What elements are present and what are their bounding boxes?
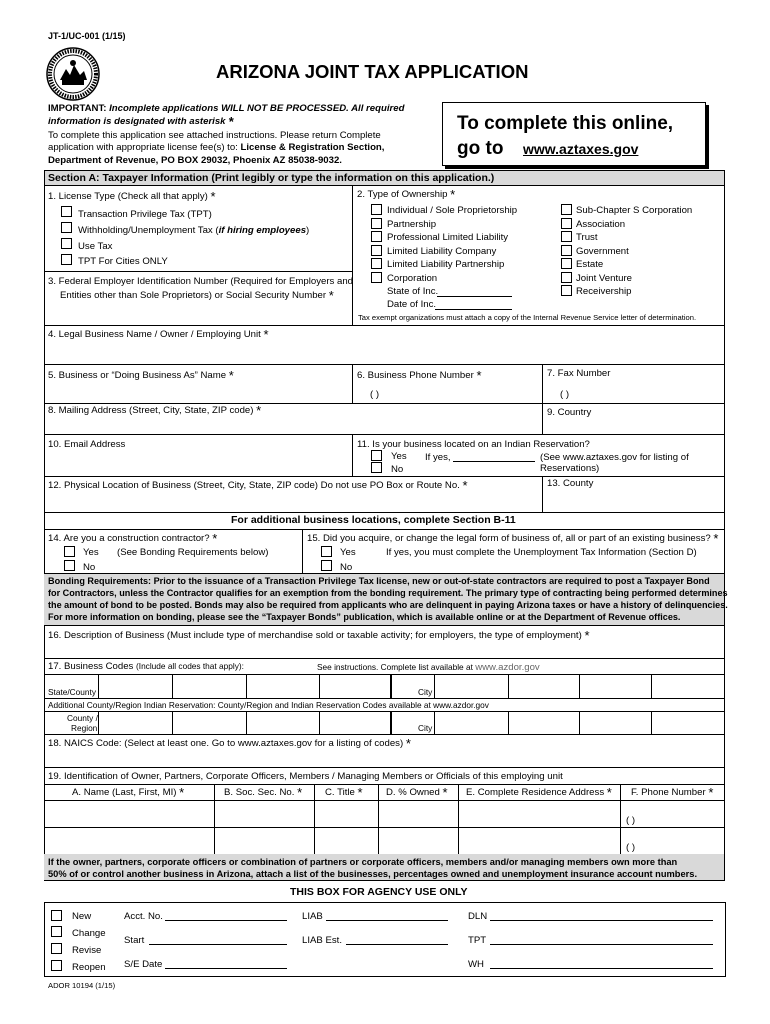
ownership-receivership-label: Receivership — [576, 286, 632, 297]
field-16-label: 16. Description of Business (Must include type of merchandise sold or taxable activity; for employers, the type of employment) * — [48, 628, 590, 643]
tpt-checkbox[interactable] — [61, 206, 72, 217]
ownership-trust-checkbox[interactable] — [561, 231, 572, 242]
acquire-yes-label: Yes — [340, 547, 356, 558]
start-input[interactable] — [149, 944, 287, 945]
agency-reopen-checkbox[interactable] — [51, 960, 62, 971]
ownership-estate-checkbox[interactable] — [561, 258, 572, 269]
ownership-llp-checkbox[interactable] — [371, 258, 382, 269]
acquire-no-label: No — [340, 562, 353, 573]
form-title: ARIZONA JOINT TAX APPLICATION — [216, 61, 529, 82]
owner-row-2-phone[interactable]: ( ) — [626, 842, 636, 853]
acct-input[interactable] — [165, 920, 287, 921]
agency-reopen-label: Reopen — [72, 962, 106, 973]
additional-county-label: Additional County/Region Indian Reservation: County/Region and Indian Reservation Codes available at www.azdor.gov — [48, 700, 489, 710]
withholding-label: Withholding/Unemployment Tax (if hiring employees) — [78, 225, 310, 236]
business-description-input[interactable] — [48, 642, 720, 656]
acct-label: Acct. No. — [124, 911, 163, 922]
state-of-inc-input[interactable] — [437, 296, 512, 297]
reservation-yes-label: Yes — [391, 451, 407, 462]
field-2-label: 2. Type of Ownership * — [357, 187, 456, 202]
liab-est-label: LIAB Est. — [302, 935, 342, 946]
field-17-see: See instructions. Complete list available at www.azdor.gov — [317, 662, 540, 673]
fax-paren[interactable]: ( ) — [560, 389, 570, 400]
bonding-line4: For more information on bonding, please see the “Taxpayer Bonds” publication, which is available online or at the Department of Revenue offices. — [48, 612, 681, 622]
ownership-corporation-checkbox[interactable] — [371, 272, 382, 283]
field-5-label: 5. Business or “Doing Business As” Name * — [48, 368, 234, 383]
ownership-association-checkbox[interactable] — [561, 218, 572, 229]
ownership-trust-label: Trust — [576, 232, 598, 243]
liab-input[interactable] — [326, 920, 448, 921]
field-13-label: 13. County — [547, 478, 594, 489]
footer-code: ADOR 10194 (1/15) — [48, 981, 116, 990]
field-3-label2: Entities other than Sole Proprietors) or Social Security Number * — [60, 288, 334, 303]
tpt-label: Transaction Privilege Tax (TPT) — [78, 209, 212, 220]
agency-revise-label: Revise — [72, 945, 102, 956]
ownership-subs-label: Sub-Chapter S Corporation — [576, 205, 693, 216]
reservation-see: (See www.aztaxes.gov for listing of — [540, 452, 689, 463]
field-15-label: 15. Did you acquire, or change the legal form of business of, all or part of an existing business? * — [307, 531, 719, 546]
field-19-label: 19. Identification of Owner, Partners, Corporate Officers, Members / Managing Members or Officials of this employing unit — [48, 771, 563, 782]
ownership-corporation-label: Corporation — [387, 273, 438, 284]
ownership-llp-label: Limited Liability Partnership — [387, 259, 505, 270]
agency-change-checkbox[interactable] — [51, 926, 62, 937]
col-ssn-label: B. Soc. Sec. No. * — [224, 785, 303, 800]
se-date-label: S/E Date — [124, 959, 163, 970]
field-6-label: 6. Business Phone Number * — [357, 368, 482, 383]
form-code: JT-1/UC-001 (1/15) — [48, 31, 126, 41]
col-phone-label: F. Phone Number * — [631, 785, 714, 800]
contractor-no-label: No — [83, 562, 96, 573]
online-title: To complete this online, — [457, 113, 674, 134]
field-3-label: 3. Federal Employer Identification Number (Required for Employers and — [48, 276, 354, 287]
use-tax-checkbox[interactable] — [61, 238, 72, 249]
field-14-label: 14. Are you a construction contractor? * — [48, 531, 218, 546]
ownership-llc-checkbox[interactable] — [371, 245, 382, 256]
bonding-line2: for Contractors, unless the Contractor qualifies for an exemption from the bonding requirement. The primary type of contracting being performed determines — [48, 588, 728, 598]
acquire-no-checkbox[interactable] — [321, 560, 332, 571]
agency-new-label: New — [72, 911, 92, 922]
ownership-partnership-label: Partnership — [387, 219, 437, 230]
contractor-no-checkbox[interactable] — [64, 560, 75, 571]
ownership-joint-venture-checkbox[interactable] — [561, 272, 572, 283]
tpt-agency-input[interactable] — [490, 944, 713, 945]
field-8-label: 8. Mailing Address (Street, City, State, ZIP code) * — [48, 403, 262, 418]
reservation-res: Reservations) — [540, 463, 600, 474]
owner-row-2[interactable] — [45, 828, 724, 854]
wh-label: WH — [468, 959, 484, 970]
important-line3: To complete this application see attached instructions. Please return Complete — [48, 130, 381, 141]
contractor-yes-checkbox[interactable] — [64, 546, 75, 557]
legal-name-input[interactable] — [48, 342, 720, 362]
owner-row-1-phone[interactable]: ( ) — [626, 815, 636, 826]
contractor-see: (See Bonding Requirements below) — [117, 547, 269, 558]
field-10-label: 10. Email Address — [48, 439, 126, 450]
field-4-label: 4. Legal Business Name / Owner / Employing Unit * — [48, 327, 269, 342]
liab-label: LIAB — [302, 911, 323, 922]
tpt-agency-label: TPT — [468, 935, 487, 946]
ownership-subs-checkbox[interactable] — [561, 204, 572, 215]
tpt-cities-checkbox[interactable] — [61, 254, 72, 265]
region-label: Region — [71, 723, 98, 733]
withholding-checkbox[interactable] — [61, 222, 72, 233]
owner-note-line1: If the owner, partners, corporate officers or combination of partners or corporate officers, members and/or managing members own more than — [48, 857, 678, 867]
important-line5: Department of Revenue, PO BOX 29032, Phoenix AZ 85038-9032. — [48, 155, 342, 166]
agency-title: THIS BOX FOR AGENCY USE ONLY — [290, 886, 468, 898]
ownership-pll-checkbox[interactable] — [371, 231, 382, 242]
fein-input[interactable] — [48, 304, 348, 322]
agency-revise-checkbox[interactable] — [51, 943, 62, 954]
important-line1: IMPORTANT: Incomplete applications WILL NOT BE PROCESSED. All required — [48, 103, 405, 114]
se-date-input[interactable] — [165, 968, 287, 969]
aztaxes-link[interactable]: www.aztaxes.gov — [523, 141, 639, 157]
important-line4: application with appropriate license fee(s) to: License & Registration Section, — [48, 142, 385, 153]
date-of-inc-label: Date of Inc. — [387, 299, 437, 310]
ownership-government-label: Government — [576, 246, 629, 257]
ownership-joint-venture-label: Joint Venture — [576, 273, 633, 284]
field-18-label: 18. NAICS Code: (Select at least one. Go to www.aztaxes.gov for a listing of codes) * — [48, 736, 411, 751]
col-address-label: E. Complete Residence Address * — [466, 785, 612, 800]
city-label: City — [418, 687, 433, 697]
col-name-label: A. Name (Last, First, MI) * — [72, 785, 185, 800]
ownership-government-checkbox[interactable] — [561, 245, 572, 256]
col-title-label: C. Title * — [325, 785, 363, 800]
reservation-no-checkbox[interactable] — [371, 462, 382, 473]
liab-est-input[interactable] — [346, 944, 448, 945]
tax-exempt-note: Tax exempt organizations must attach a copy of the Internal Revenue Service letter of determination. — [358, 313, 697, 322]
ownership-individual-checkbox[interactable] — [371, 204, 382, 215]
owner-row-1[interactable] — [45, 801, 724, 827]
reservation-ifyes-label: If yes, — [425, 452, 451, 463]
ownership-llc-label: Limited Liability Company — [387, 246, 497, 257]
field-1-label: 1. License Type (Check all that apply) * — [48, 189, 216, 204]
online-goto: go to — [457, 138, 504, 159]
reservation-name-input[interactable] — [453, 461, 535, 462]
state-county-label: State/County — [48, 687, 96, 697]
ownership-receivership-checkbox[interactable] — [561, 285, 572, 296]
start-label: Start — [124, 935, 145, 946]
use-tax-label: Use Tax — [78, 241, 113, 252]
bonding-line1: Bonding Requirements: Prior to the issuance of a Transaction Privilege Tax license, new or out-of-state contractors are required to post a Taxpayer Bond — [48, 576, 710, 586]
county-label: County / — [67, 713, 98, 723]
acquire-text: If yes, you must complete the Unemployment Tax Information (Section D) — [386, 547, 697, 558]
section-a-title: Section A: Taxpayer Information (Print legibly or type the information on this application.) — [48, 172, 495, 184]
ownership-partnership-checkbox[interactable] — [371, 218, 382, 229]
col-owned-label: D. % Owned * — [386, 785, 448, 800]
date-of-inc-input[interactable] — [435, 309, 512, 310]
additional-locations: For additional business locations, complete Section B-11 — [231, 514, 516, 526]
field-11-label: 11. Is your business located on an Indian Reservation? — [357, 439, 590, 450]
contractor-yes-label: Yes — [83, 547, 99, 558]
acquire-yes-checkbox[interactable] — [321, 546, 332, 557]
field-9-label: 9. Country — [547, 407, 592, 418]
ownership-association-label: Association — [576, 219, 626, 230]
bonding-line3: the amount of bond to be posted. Bonds may also be required from applicants who are delinquent in paying Arizona taxes or have a history of delinquencies. — [48, 600, 728, 610]
important-line2: information is designated with asterisk * — [48, 114, 234, 129]
ownership-estate-label: Estate — [576, 259, 604, 270]
field-17-label: 17. Business Codes (Include all codes that apply): — [48, 661, 244, 672]
tpt-cities-label: TPT For Cities ONLY — [78, 256, 168, 267]
owner-note-line2: 50% of or control another business in Arizona, attach a list of the businesses, percentages owned and unemployment insurance account numbers. — [48, 869, 698, 879]
wh-input[interactable] — [490, 968, 713, 969]
reservation-yes-checkbox[interactable] — [371, 450, 382, 461]
state-of-inc-label: State of Inc. — [387, 286, 439, 297]
field-7-label: 7. Fax Number — [547, 368, 611, 379]
dln-input[interactable] — [490, 920, 713, 921]
city-label-2: City — [418, 723, 433, 733]
field-12-label: 12. Physical Location of Business (Street, City, State, ZIP code) Do not use PO Box or Route No. * — [48, 478, 468, 493]
dln-label: DLN — [468, 911, 488, 922]
ownership-pll-label: Professional Limited Liability — [387, 232, 509, 243]
agency-new-checkbox[interactable] — [51, 910, 62, 921]
phone-paren[interactable]: ( ) — [370, 389, 380, 400]
reservation-no-label: No — [391, 464, 404, 475]
agency-change-label: Change — [72, 928, 106, 939]
ownership-individual-label: Individual / Sole Proprietorship — [387, 205, 518, 216]
arizona-seal — [46, 47, 100, 101]
